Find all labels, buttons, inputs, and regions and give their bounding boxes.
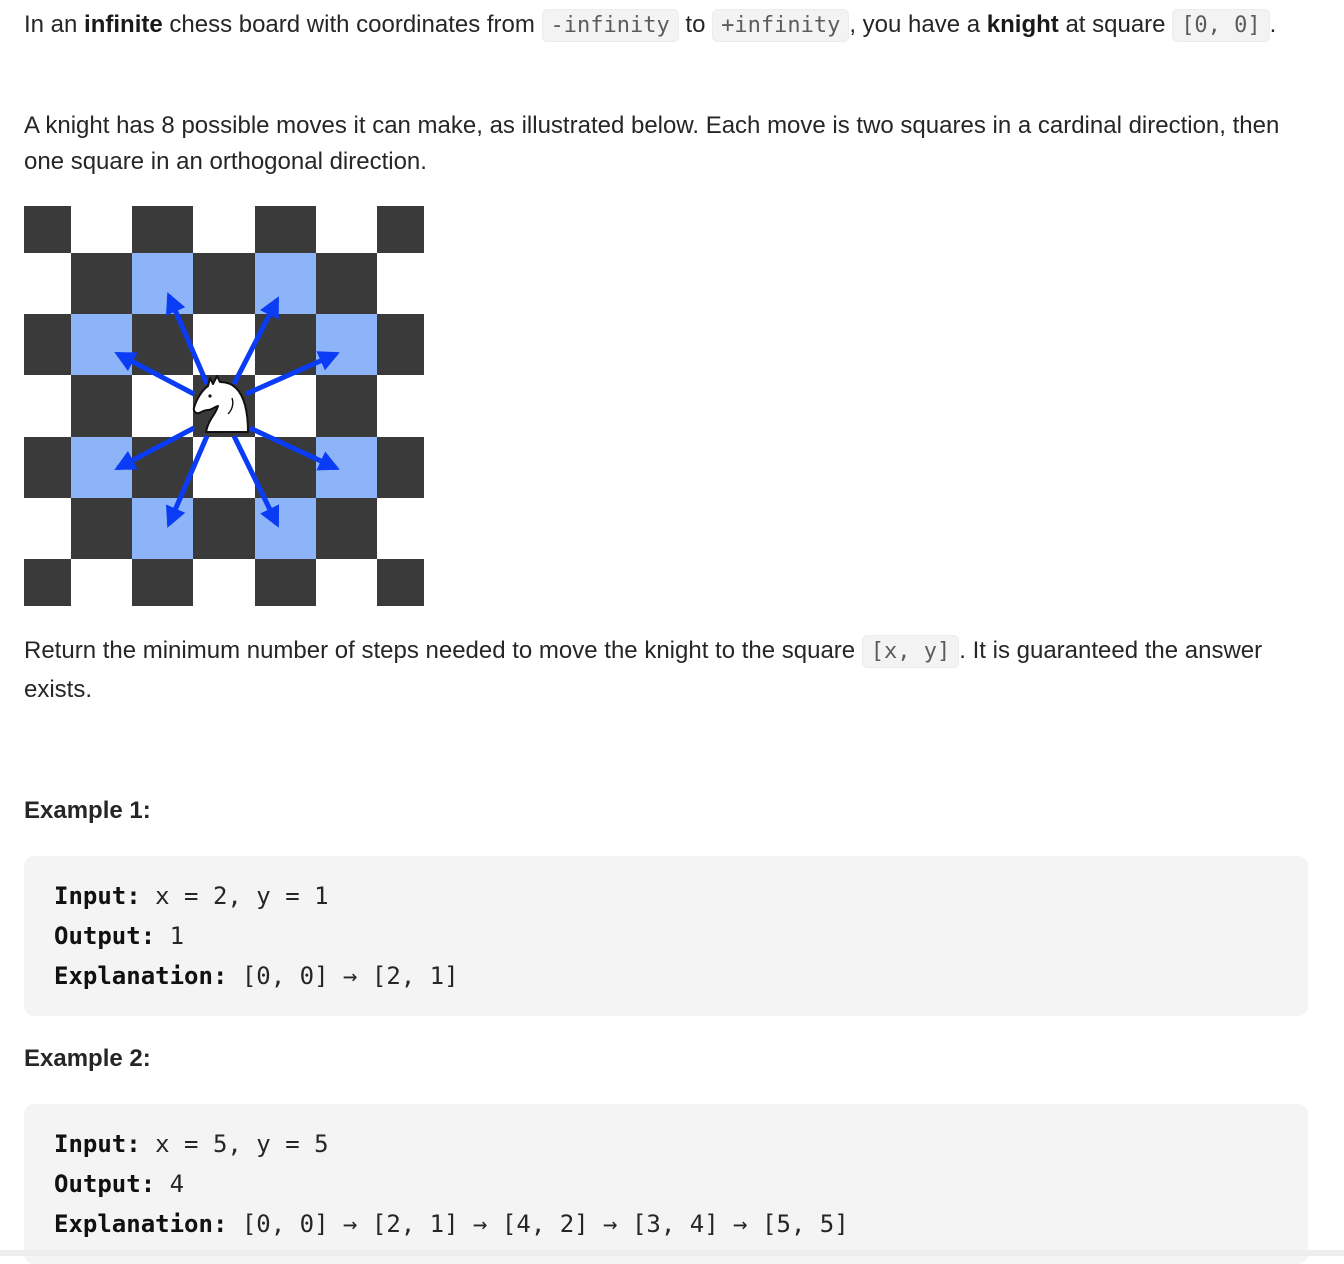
text: at square — [1058, 11, 1173, 38]
board-square — [377, 206, 424, 253]
input-label: Input: — [54, 1130, 141, 1158]
board-square — [71, 206, 132, 253]
board-square — [71, 375, 132, 437]
board-square — [132, 437, 193, 498]
text: , you have a — [849, 11, 987, 38]
input-label: Input: — [54, 882, 141, 910]
board-square — [132, 206, 193, 253]
knight-moves-diagram — [24, 206, 424, 606]
board-square — [377, 314, 424, 375]
board-square — [193, 206, 255, 253]
output-value: 1 — [155, 922, 185, 950]
board-square — [316, 206, 377, 253]
example-2-heading: Example 2: — [24, 1045, 151, 1072]
text: to — [678, 11, 713, 38]
board-square — [377, 498, 424, 559]
bold-knight: knight — [986, 11, 1059, 38]
knight-origin-square — [193, 375, 255, 437]
explanation-value: [0, 0] → [2, 1] → [4, 2] → [3, 4] → [5, 5] — [227, 1210, 849, 1238]
board-square — [193, 559, 255, 606]
board-square — [255, 314, 316, 375]
task-paragraph — [24, 632, 1314, 709]
board-square — [377, 375, 424, 437]
board-square — [193, 314, 255, 375]
text: In an — [24, 11, 85, 38]
board-square — [193, 253, 255, 314]
text: . It is guaranteed the answer exists. — [24, 637, 1263, 703]
board-square — [377, 437, 424, 498]
board-square — [377, 253, 424, 314]
board-square — [255, 437, 316, 498]
board-square — [377, 559, 424, 606]
explanation-value: [0, 0] → [2, 1] — [227, 962, 459, 990]
board-square — [255, 375, 316, 437]
board-square — [24, 206, 71, 253]
board-square — [71, 559, 132, 606]
text: Return the minimum number of steps needed to move the knight to the square — [24, 637, 862, 664]
board-square — [193, 498, 255, 559]
inline-code-neg-infinity: -infinity — [542, 9, 679, 42]
board-square — [24, 559, 71, 606]
board-square — [132, 559, 193, 606]
text: chess board with coordinates from — [162, 11, 542, 38]
input-value: x = 5, y = 5 — [140, 1130, 329, 1158]
knight-target-square — [255, 498, 316, 559]
board-square — [24, 314, 71, 375]
board-square — [316, 498, 377, 559]
knight-target-square — [255, 253, 316, 314]
explanation-label: Explanation: — [54, 1210, 228, 1238]
output-label: Output: — [54, 922, 156, 950]
text: . — [1269, 11, 1277, 38]
board-square — [316, 559, 377, 606]
board-square — [255, 206, 316, 253]
knight-target-square — [316, 314, 377, 375]
board-square — [255, 559, 316, 606]
moves-paragraph: A knight has 8 possible moves it can make, as illustrated below. Each move is two squares in a cardinal direction, then one square in an orthogonal direction. — [24, 112, 1280, 175]
knight-target-square — [132, 253, 193, 314]
board-square — [71, 253, 132, 314]
panel-bottom-edge — [0, 1250, 1344, 1256]
knight-target-square — [71, 314, 132, 375]
board-square — [316, 253, 377, 314]
input-value: x = 2, y = 1 — [140, 882, 329, 910]
intro-paragraph — [24, 6, 1314, 45]
example-1-block — [24, 856, 1308, 1016]
inline-code-origin: [0, 0] — [1172, 9, 1269, 42]
board-square — [24, 375, 71, 437]
board-square — [132, 314, 193, 375]
board-square — [132, 375, 193, 437]
example-1-heading: Example 1: — [24, 797, 151, 824]
explanation-label: Explanation: — [54, 962, 228, 990]
bold-infinite: infinite — [84, 11, 163, 38]
board-square — [24, 498, 71, 559]
knight-target-square — [71, 437, 132, 498]
knight-target-square — [316, 437, 377, 498]
example-2-block — [24, 1104, 1308, 1264]
board-square — [316, 375, 377, 437]
inline-code-pos-infinity: +infinity — [712, 9, 849, 42]
output-value: 4 — [155, 1170, 185, 1198]
inline-code-target: [x, y] — [862, 635, 959, 668]
board-square — [24, 437, 71, 498]
board-square — [193, 437, 255, 498]
output-label: Output: — [54, 1170, 156, 1198]
board-square — [71, 498, 132, 559]
knight-target-square — [132, 498, 193, 559]
board-square — [24, 253, 71, 314]
